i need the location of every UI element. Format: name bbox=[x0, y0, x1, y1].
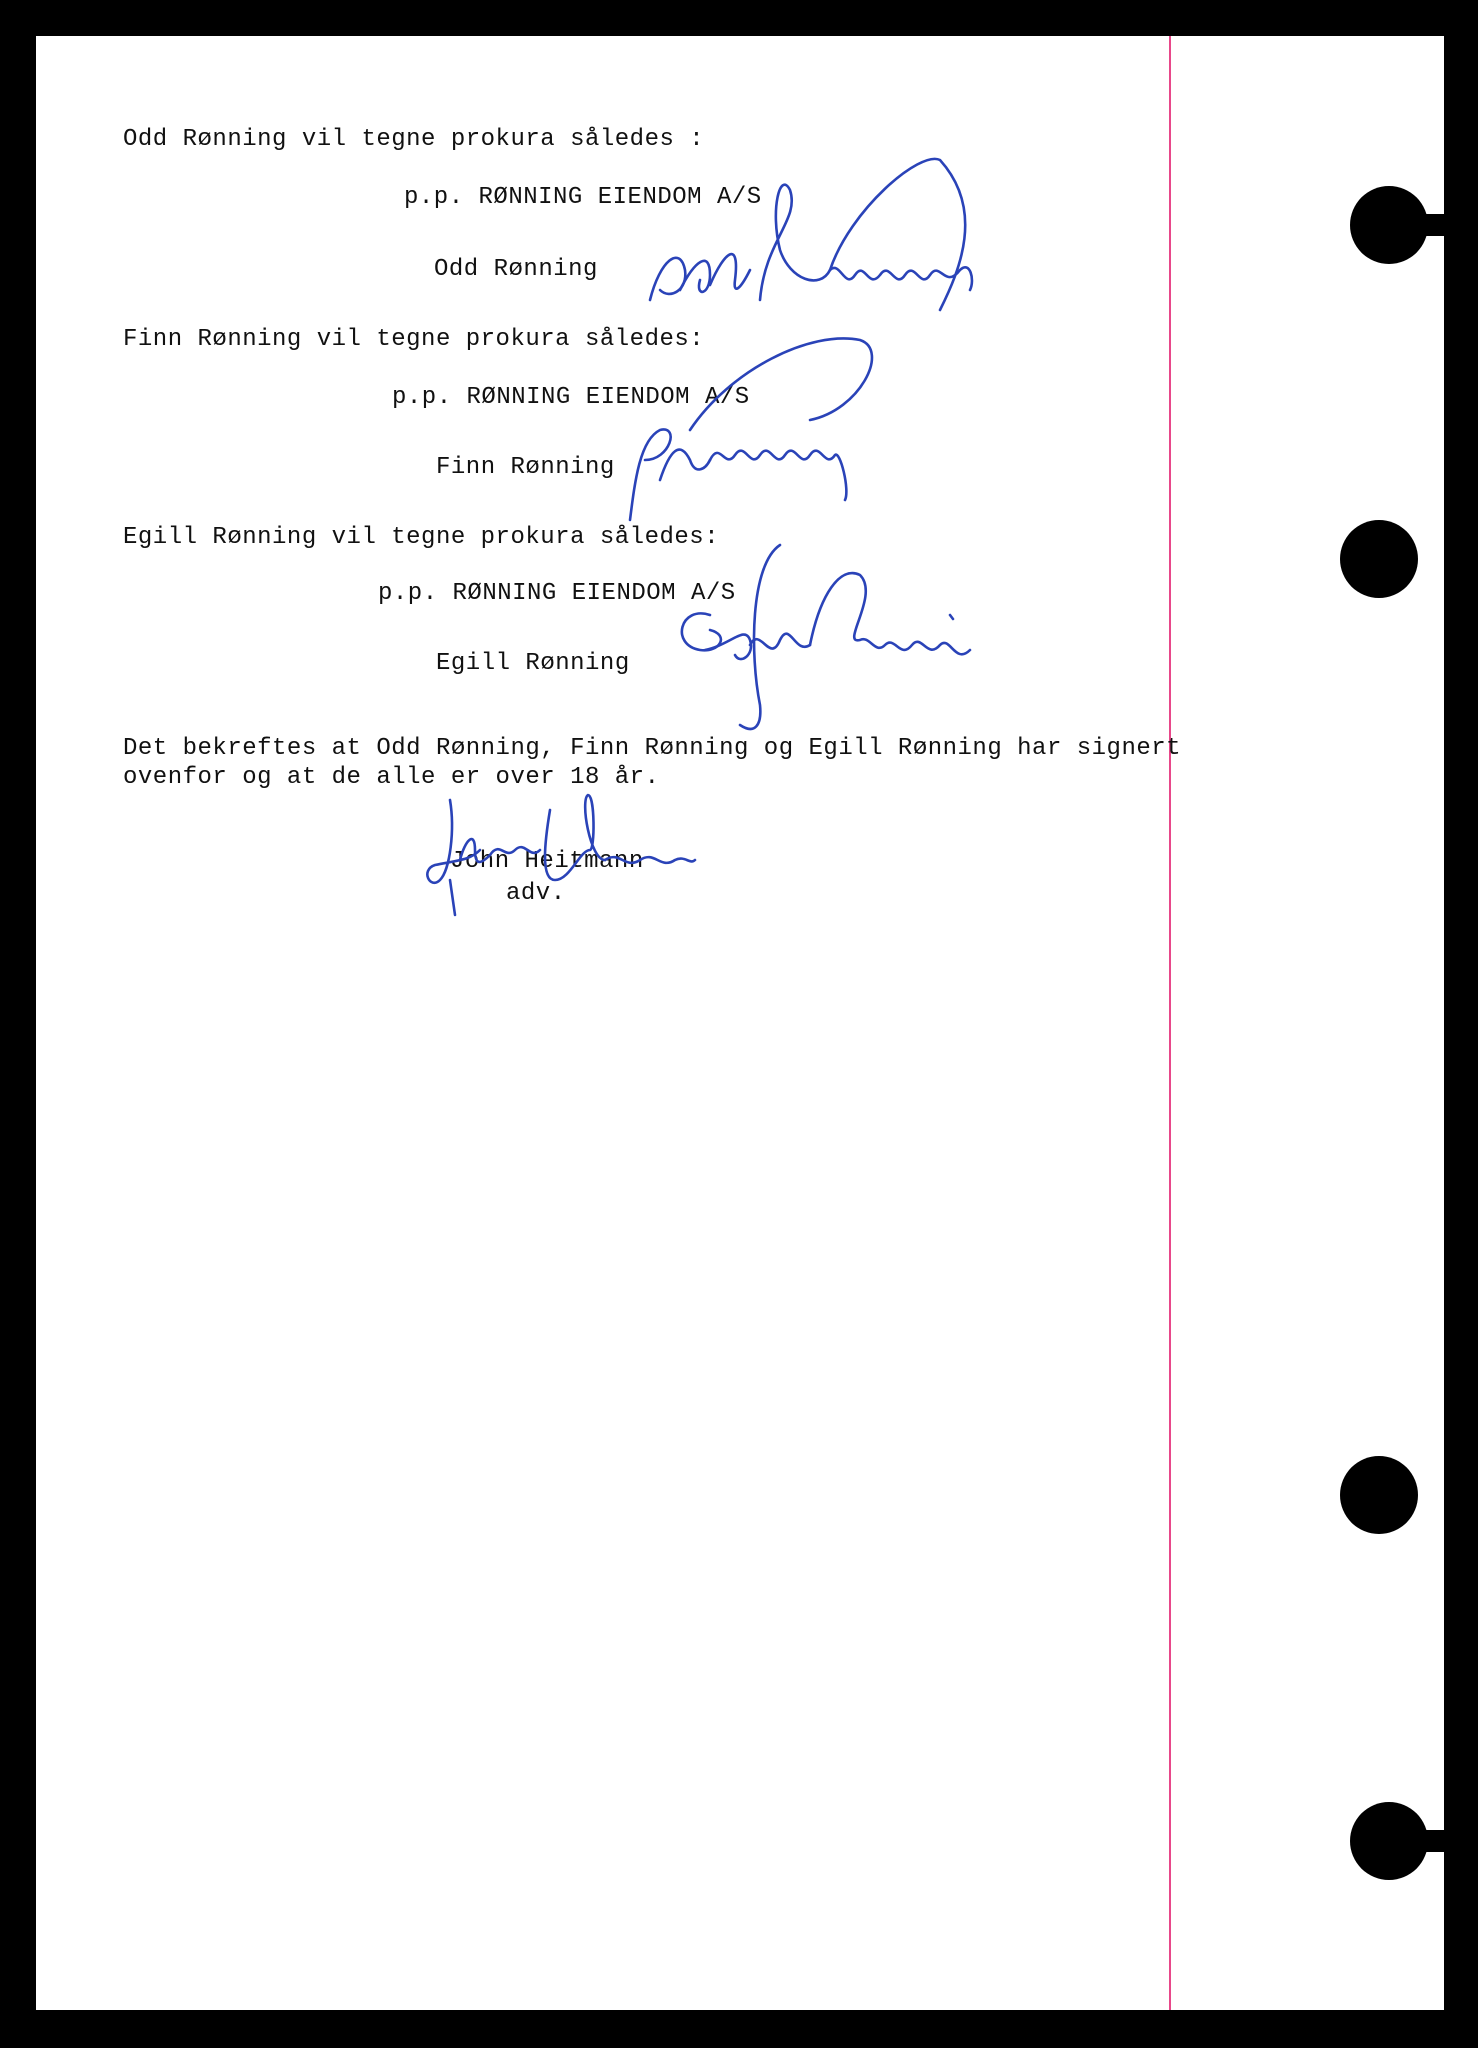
finn-intro-text: Finn Rønning vil tegne prokura således: bbox=[123, 326, 705, 353]
punch-hole-tab-bottom bbox=[1390, 1830, 1460, 1852]
odd-name: Odd Rønning bbox=[434, 256, 598, 283]
confirmation-line-1: Det bekreftes at Odd Rønning, Finn Rønning og Egill Rønning har signert bbox=[123, 735, 1182, 762]
confirmation-line-2: ovenfor og at de alle er over 18 år. bbox=[123, 764, 660, 791]
egill-pp-company: p.p. RØNNING EIENDOM A/S bbox=[378, 580, 736, 607]
attestor-title: adv. bbox=[506, 880, 566, 907]
finn-signature bbox=[610, 330, 890, 530]
punch-hole-tab-top bbox=[1390, 214, 1460, 236]
egill-intro-text: Egill Rønning vil tegne prokura således: bbox=[123, 524, 720, 551]
attestor-name: John Heitmann bbox=[450, 848, 644, 875]
punch-hole-lower-middle bbox=[1340, 1456, 1418, 1534]
odd-pp-company: p.p. RØNNING EIENDOM A/S bbox=[404, 184, 762, 211]
odd-signature bbox=[640, 150, 1000, 350]
egill-name: Egill Rønning bbox=[436, 650, 630, 677]
punch-hole-upper-middle bbox=[1340, 520, 1418, 598]
finn-pp-company: p.p. RØNNING EIENDOM A/S bbox=[392, 384, 750, 411]
odd-intro-text: Odd Rønning vil tegne prokura således : bbox=[123, 126, 705, 153]
egill-signature bbox=[650, 535, 980, 735]
finn-name: Finn Rønning bbox=[436, 454, 615, 481]
margin-rule bbox=[1169, 36, 1171, 2010]
attestor-signature bbox=[420, 790, 710, 930]
